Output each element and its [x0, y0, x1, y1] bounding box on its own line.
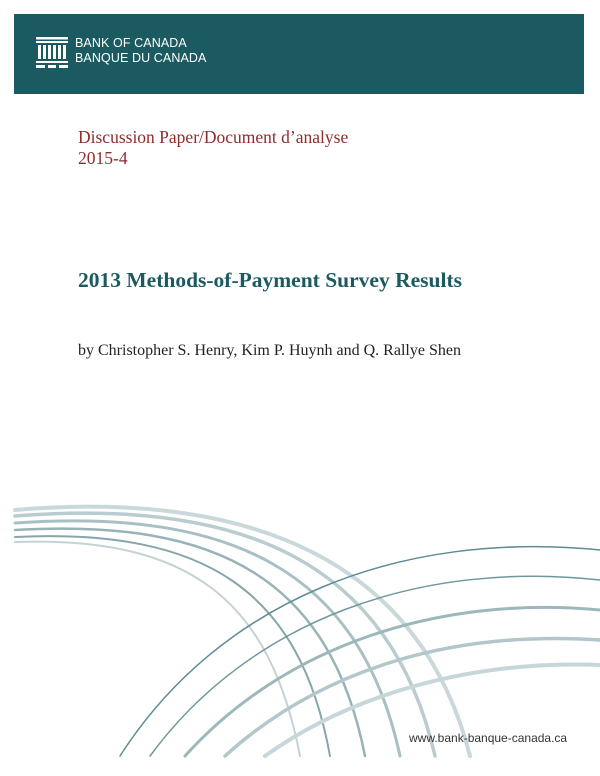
paper-series — [78, 127, 348, 169]
series-label: Discussion Paper/Document d’analyse — [78, 127, 349, 147]
arc-3 — [15, 521, 400, 756]
bank-name — [75, 36, 206, 66]
header-bar — [14, 14, 584, 94]
series-number: 2015-4 — [78, 148, 128, 168]
paper-title: 2013 Methods-of-Payment Survey Results — [78, 268, 462, 292]
bank-building-icon — [36, 37, 68, 69]
arc-4 — [15, 529, 365, 756]
bank-name-french: BANQUE DU CANADA — [75, 51, 207, 65]
bank-name-english: BANK OF CANADA — [75, 36, 187, 50]
website-link[interactable]: www.bank-banque-canada.ca — [409, 731, 568, 745]
paper-authors: by Christopher S. Henry, Kim P. Huynh and Q. Rallye Shen — [78, 342, 461, 359]
